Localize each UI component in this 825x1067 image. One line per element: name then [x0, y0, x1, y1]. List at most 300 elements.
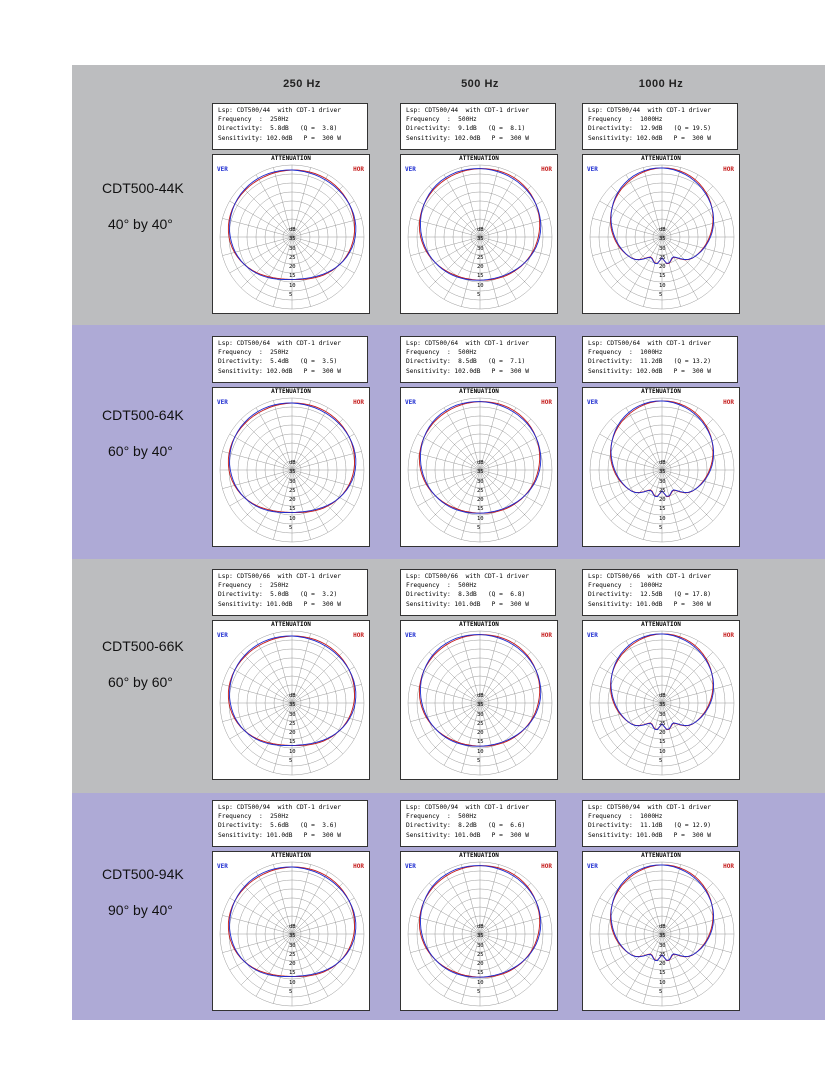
db-scale-tick: 20: [289, 730, 296, 737]
panel-info-box: [582, 336, 738, 383]
grid-spoke: [626, 408, 662, 470]
db-scale-tick: 25: [289, 254, 296, 261]
panel-info-line1: Lsp: CDT500/44 with CDT-1 driver: [406, 107, 529, 114]
db-scale-tick: dB: [659, 693, 666, 699]
grid-spoke: [444, 470, 480, 532]
panel-info-line2: Frequency : 1000Hz: [588, 813, 663, 821]
db-scale-tick: 35: [289, 469, 296, 476]
panel-info-line3: Directivity: 12.5dB (Q = 17.8): [588, 591, 711, 599]
grid-spoke: [600, 237, 662, 273]
db-scale-tick: 25: [477, 720, 484, 727]
panel-info-line4: Sensitivity: 101.0dB P = 300 W: [218, 831, 341, 839]
panel-info-line2: Frequency : 500Hz: [406, 349, 477, 357]
db-scale: [659, 226, 679, 300]
polar-plot: [582, 620, 740, 780]
attenuation-label: ATTENUATION: [459, 621, 499, 628]
panel-info-line4: Sensitivity: 102.0dB P = 300 W: [406, 134, 529, 142]
db-scale-tick: 20: [659, 730, 666, 737]
db-scale-tick: 20: [289, 497, 296, 504]
grid-spoke: [600, 934, 662, 970]
db-scale-tick: 15: [659, 970, 666, 977]
db-scale-tick: 20: [477, 497, 484, 504]
grid-spoke: [256, 934, 292, 996]
grid-spoke: [626, 934, 662, 996]
grid-spoke: [626, 641, 662, 703]
grid-spoke: [592, 915, 662, 934]
model-name: CDT500-44K: [102, 180, 184, 196]
db-scale-tick: 15: [477, 273, 484, 280]
grid-spoke: [600, 667, 662, 703]
panel-info-line2: Frequency : 250Hz: [218, 582, 289, 590]
grid-spoke: [241, 934, 292, 985]
panel-info-box: [212, 800, 368, 847]
attenuation-label: ATTENUATION: [271, 155, 311, 162]
db-scale-tick: 25: [289, 487, 296, 494]
panel-info-box: [212, 103, 368, 150]
panel-info-line3: Directivity: 8.3dB (Q = 6.8): [406, 591, 526, 599]
db-scale-tick: 15: [289, 273, 296, 280]
polar-plot: [400, 154, 558, 314]
grid-spoke: [241, 470, 292, 521]
grid-spoke: [222, 451, 292, 470]
db-scale-tick: 25: [477, 951, 484, 958]
panel-info-line2: Frequency : 250Hz: [218, 813, 289, 821]
grid-spoke: [444, 175, 480, 237]
coverage-angle: 40° by 40°: [108, 216, 173, 232]
grid-spoke: [592, 703, 662, 722]
panel-info-box: [582, 103, 738, 150]
grid-spoke: [241, 237, 292, 288]
db-scale-tick: 35: [289, 236, 296, 243]
panel-info-line4: Sensitivity: 101.0dB P = 300 W: [218, 600, 341, 608]
db-scale-tick: 15: [659, 273, 666, 280]
panel-info-line2: Frequency : 250Hz: [218, 116, 289, 124]
db-scale: [659, 923, 679, 997]
db-scale-tick: 10: [289, 282, 296, 289]
hor-legend: HOR: [723, 632, 734, 639]
polar-panel: [582, 336, 740, 547]
grid-spoke: [410, 703, 480, 722]
db-scale-tick: 10: [477, 748, 484, 755]
db-scale-tick: dB: [289, 227, 296, 233]
hor-legend: HOR: [353, 632, 364, 639]
db-scale-tick: 20: [477, 264, 484, 271]
attenuation-label: ATTENUATION: [459, 388, 499, 395]
polar-panel: [400, 569, 558, 780]
db-scale-tick: 10: [659, 282, 666, 289]
db-scale-tick: 35: [477, 469, 484, 476]
coverage-angle: 60° by 60°: [108, 674, 173, 690]
grid-spoke: [626, 175, 662, 237]
grid-spoke: [600, 470, 662, 506]
db-scale-tick: 15: [659, 739, 666, 746]
attenuation-label: ATTENUATION: [641, 388, 681, 395]
grid-spoke: [600, 703, 662, 739]
grid-spoke: [418, 667, 480, 703]
db-scale-tick: 20: [289, 961, 296, 968]
db-scale-tick: dB: [659, 227, 666, 233]
grid-spoke: [256, 470, 292, 532]
panel-info-line3: Directivity: 8.2dB (Q = 6.6): [406, 822, 526, 830]
db-scale-tick: 15: [477, 739, 484, 746]
model-label: [102, 180, 212, 232]
panel-info-box: [582, 569, 738, 616]
panel-info-line3: Directivity: 12.9dB (Q = 19.5): [588, 125, 711, 133]
grid-spoke: [230, 237, 292, 273]
db-scale-tick: 35: [659, 236, 666, 243]
polar-plot: [400, 620, 558, 780]
polar-plot: [582, 387, 740, 547]
grid-spoke: [256, 175, 292, 237]
db-scale-tick: 25: [659, 951, 666, 958]
grid-spoke: [418, 898, 480, 934]
db-scale-tick: dB: [477, 460, 484, 466]
db-scale-tick: 10: [289, 979, 296, 986]
grid-spoke: [230, 470, 292, 506]
grid-spoke: [600, 898, 662, 934]
db-scale-tick: 35: [477, 702, 484, 709]
panel-info-box: [400, 800, 556, 847]
panel-info-line3: Directivity: 5.8dB (Q = 3.8): [218, 125, 338, 133]
polar-panel: [212, 800, 370, 1011]
db-scale-tick: 35: [659, 702, 666, 709]
db-scale-tick: 30: [289, 478, 296, 485]
db-scale-tick: 15: [477, 506, 484, 513]
db-scale-tick: 10: [477, 979, 484, 986]
grid-spoke: [256, 237, 292, 299]
db-scale-tick: 30: [659, 711, 666, 718]
grid-spoke: [626, 237, 662, 299]
hor-legend: HOR: [541, 632, 552, 639]
hor-legend: HOR: [723, 399, 734, 406]
attenuation-label: ATTENUATION: [459, 852, 499, 859]
panel-info-line2: Frequency : 1000Hz: [588, 349, 663, 357]
model-label: [102, 407, 212, 459]
grid-spoke: [418, 434, 480, 470]
grid-spoke: [626, 470, 662, 532]
panel-info-line2: Frequency : 500Hz: [406, 813, 477, 821]
polar-panel: [400, 800, 558, 1011]
panel-info-line1: Lsp: CDT500/66 with CDT-1 driver: [588, 573, 711, 580]
grid-spoke: [444, 237, 480, 299]
panel-info-line3: Directivity: 5.0dB (Q = 3.2): [218, 591, 338, 599]
panel-info-line4: Sensitivity: 102.0dB P = 300 W: [406, 367, 529, 375]
db-scale-tick: 10: [289, 515, 296, 522]
panel-info-line2: Frequency : 250Hz: [218, 349, 289, 357]
db-scale-tick: 10: [477, 515, 484, 522]
grid-spoke: [418, 201, 480, 237]
panel-info-line4: Sensitivity: 101.0dB P = 300 W: [406, 600, 529, 608]
panel-info-line2: Frequency : 500Hz: [406, 116, 477, 124]
db-scale-tick: dB: [289, 460, 296, 466]
ver-legend: VER: [587, 399, 598, 406]
hor-legend: HOR: [353, 399, 364, 406]
model-name: CDT500-64K: [102, 407, 184, 423]
panel-info-line1: Lsp: CDT500/44 with CDT-1 driver: [218, 107, 341, 114]
panel-info-line3: Directivity: 11.1dB (Q = 12.9): [588, 822, 711, 830]
ver-legend: VER: [217, 632, 228, 639]
db-scale-tick: 25: [659, 254, 666, 261]
polar-panel: [400, 336, 558, 547]
grid-spoke: [429, 883, 480, 934]
ver-legend: VER: [217, 863, 228, 870]
panel-info-line2: Frequency : 1000Hz: [588, 116, 663, 124]
ver-legend: VER: [217, 166, 228, 173]
panel-info-line4: Sensitivity: 102.0dB P = 300 W: [588, 134, 711, 142]
grid-spoke: [626, 703, 662, 765]
db-scale-tick: 20: [659, 497, 666, 504]
db-scale-tick: dB: [477, 693, 484, 699]
grid-spoke: [418, 703, 480, 739]
grid-spoke: [256, 703, 292, 765]
grid-spoke: [241, 883, 292, 934]
panel-info-line4: Sensitivity: 102.0dB P = 300 W: [218, 134, 341, 142]
panel-info-line4: Sensitivity: 101.0dB P = 300 W: [588, 831, 711, 839]
db-scale-tick: 10: [289, 748, 296, 755]
polar-panel: [582, 569, 740, 780]
panel-info-line3: Directivity: 8.5dB (Q = 7.1): [406, 358, 526, 366]
hor-legend: HOR: [541, 166, 552, 173]
db-scale-tick: 35: [659, 933, 666, 940]
db-scale-tick: 30: [289, 711, 296, 718]
model-label: [102, 638, 212, 690]
db-scale-tick: 5: [477, 292, 481, 299]
hor-legend: HOR: [541, 399, 552, 406]
grid-spoke: [626, 872, 662, 934]
panel-info-line4: Sensitivity: 102.0dB P = 300 W: [218, 367, 341, 375]
ver-legend: VER: [217, 399, 228, 406]
grid-spoke: [410, 934, 480, 953]
ver-legend: VER: [587, 632, 598, 639]
polar-panel: [582, 800, 740, 1011]
db-scale-tick: 30: [289, 245, 296, 252]
db-scale-tick: 5: [477, 989, 481, 996]
panel-info-box: [400, 569, 556, 616]
attenuation-label: ATTENUATION: [459, 155, 499, 162]
db-scale: [289, 692, 309, 766]
db-scale-tick: dB: [289, 693, 296, 699]
grid-spoke: [444, 872, 480, 934]
db-scale-tick: 30: [659, 942, 666, 949]
ver-legend: VER: [405, 632, 416, 639]
grid-spoke: [444, 408, 480, 470]
db-scale: [477, 923, 497, 997]
hor-legend: HOR: [353, 166, 364, 173]
grid-spoke: [230, 703, 292, 739]
panel-info-line1: Lsp: CDT500/44 with CDT-1 driver: [588, 107, 711, 114]
db-scale-tick: 25: [477, 254, 484, 261]
db-scale-tick: 25: [477, 487, 484, 494]
db-scale: [659, 459, 679, 533]
grid-spoke: [592, 934, 662, 953]
panel-info-line1: Lsp: CDT500/94 with CDT-1 driver: [218, 804, 341, 811]
db-scale-tick: 10: [659, 748, 666, 755]
grid-spoke: [600, 201, 662, 237]
grid-spoke: [429, 419, 480, 470]
db-scale-tick: 15: [477, 970, 484, 977]
attenuation-label: ATTENUATION: [641, 621, 681, 628]
panel-info-line3: Directivity: 11.2dB (Q = 13.2): [588, 358, 711, 366]
polar-plot: [400, 387, 558, 547]
db-scale-tick: 5: [659, 758, 663, 765]
db-scale-tick: 35: [289, 702, 296, 709]
panel-info-line4: Sensitivity: 101.0dB P = 300 W: [588, 600, 711, 608]
polar-plot: [582, 154, 740, 314]
polar-panel: [212, 569, 370, 780]
freq-header-250: 250 Hz: [283, 78, 321, 90]
db-scale-tick: 25: [659, 720, 666, 727]
db-scale-tick: 30: [659, 478, 666, 485]
panel-info-box: [400, 336, 556, 383]
db-scale-tick: 30: [477, 711, 484, 718]
grid-spoke: [444, 641, 480, 703]
grid-spoke: [418, 934, 480, 970]
db-scale-tick: dB: [477, 924, 484, 930]
db-scale-tick: dB: [659, 460, 666, 466]
polar-panel: [212, 336, 370, 547]
model-name: CDT500-94K: [102, 866, 184, 882]
db-scale-tick: 15: [289, 506, 296, 513]
coverage-angle: 60° by 40°: [108, 443, 173, 459]
hor-legend: HOR: [723, 166, 734, 173]
panel-info-line4: Sensitivity: 102.0dB P = 300 W: [588, 367, 711, 375]
ver-legend: VER: [587, 166, 598, 173]
hor-legend: HOR: [353, 863, 364, 870]
polar-plot: [212, 154, 370, 314]
panel-info-line3: Directivity: 5.6dB (Q = 3.6): [218, 822, 338, 830]
db-scale-tick: 20: [477, 730, 484, 737]
ver-legend: VER: [405, 863, 416, 870]
db-scale-tick: dB: [289, 924, 296, 930]
grid-spoke: [230, 667, 292, 703]
db-scale-tick: 5: [289, 292, 293, 299]
grid-spoke: [241, 186, 292, 237]
attenuation-label: ATTENUATION: [271, 388, 311, 395]
grid-spoke: [256, 641, 292, 703]
panel-info-line1: Lsp: CDT500/94 with CDT-1 driver: [406, 804, 529, 811]
db-scale-tick: 20: [659, 961, 666, 968]
panel-info-line1: Lsp: CDT500/66 with CDT-1 driver: [406, 573, 529, 580]
polar-panel: [212, 103, 370, 314]
db-scale-tick: 30: [477, 478, 484, 485]
panel-info-box: [400, 103, 556, 150]
db-scale: [289, 459, 309, 533]
db-scale-tick: 20: [659, 264, 666, 271]
db-scale: [289, 923, 309, 997]
db-scale-tick: 30: [289, 942, 296, 949]
ver-legend: VER: [587, 863, 598, 870]
grid-spoke: [429, 652, 480, 703]
db-scale-tick: 25: [659, 487, 666, 494]
panel-info-line1: Lsp: CDT500/64 with CDT-1 driver: [406, 340, 529, 347]
panel-info-box: [582, 800, 738, 847]
grid-spoke: [418, 237, 480, 273]
db-scale: [477, 692, 497, 766]
db-scale-tick: dB: [659, 924, 666, 930]
grid-spoke: [418, 470, 480, 506]
freq-header-500: 500 Hz: [461, 78, 499, 90]
panel-info-line2: Frequency : 500Hz: [406, 582, 477, 590]
grid-spoke: [592, 451, 662, 470]
grid-spoke: [222, 915, 292, 934]
panel-info-line3: Directivity: 9.1dB (Q = 8.1): [406, 125, 526, 133]
grid-spoke: [256, 872, 292, 934]
grid-spoke: [444, 934, 480, 996]
db-scale-tick: 35: [659, 469, 666, 476]
grid-spoke: [222, 218, 292, 237]
panel-info-box: [212, 569, 368, 616]
db-scale-tick: 20: [289, 264, 296, 271]
db-scale-tick: dB: [477, 227, 484, 233]
ver-legend: VER: [405, 399, 416, 406]
panel-info-box: [212, 336, 368, 383]
db-scale-tick: 5: [289, 525, 293, 532]
grid-spoke: [410, 470, 480, 489]
db-scale-tick: 10: [659, 979, 666, 986]
grid-spoke: [600, 434, 662, 470]
hor-legend: HOR: [723, 863, 734, 870]
grid-spoke: [241, 703, 292, 754]
grid-spoke: [230, 201, 292, 237]
hor-legend: HOR: [541, 863, 552, 870]
model-name: CDT500-66K: [102, 638, 184, 654]
polar-plot: [400, 851, 558, 1011]
attenuation-label: ATTENUATION: [641, 852, 681, 859]
attenuation-label: ATTENUATION: [271, 852, 311, 859]
db-scale: [659, 692, 679, 766]
db-scale-tick: 5: [289, 989, 293, 996]
db-scale-tick: 30: [477, 245, 484, 252]
db-scale-tick: 5: [659, 525, 663, 532]
grid-spoke: [256, 408, 292, 470]
panel-info-line1: Lsp: CDT500/64 with CDT-1 driver: [588, 340, 711, 347]
db-scale-tick: 35: [477, 933, 484, 940]
panel-info-line1: Lsp: CDT500/94 with CDT-1 driver: [588, 804, 711, 811]
db-scale-tick: 10: [477, 282, 484, 289]
polar-plot: [582, 851, 740, 1011]
db-scale-tick: 5: [477, 758, 481, 765]
db-scale-tick: 35: [289, 933, 296, 940]
ver-legend: VER: [405, 166, 416, 173]
grid-spoke: [230, 934, 292, 970]
panel-info-line1: Lsp: CDT500/66 with CDT-1 driver: [218, 573, 341, 580]
panel-info-line2: Frequency : 1000Hz: [588, 582, 663, 590]
db-scale-tick: 30: [477, 942, 484, 949]
db-scale-tick: 15: [289, 970, 296, 977]
panel-info-line1: Lsp: CDT500/64 with CDT-1 driver: [218, 340, 341, 347]
grid-spoke: [429, 186, 480, 237]
panel-info-line3: Directivity: 5.4dB (Q = 3.5): [218, 358, 338, 366]
grid-spoke: [241, 419, 292, 470]
db-scale-tick: 35: [477, 236, 484, 243]
freq-header-1000: 1000 Hz: [638, 78, 684, 90]
polar-plot: [212, 387, 370, 547]
attenuation-label: ATTENUATION: [271, 621, 311, 628]
db-scale-tick: 5: [477, 525, 481, 532]
polar-plot: [212, 851, 370, 1011]
coverage-angle: 90° by 40°: [108, 902, 173, 918]
attenuation-label: ATTENUATION: [641, 155, 681, 162]
grid-spoke: [230, 898, 292, 934]
polar-panel: [400, 103, 558, 314]
model-label: [102, 866, 212, 918]
grid-spoke: [222, 684, 292, 703]
db-scale-tick: 5: [659, 292, 663, 299]
db-scale: [289, 226, 309, 300]
db-scale: [477, 226, 497, 300]
db-scale-tick: 10: [659, 515, 666, 522]
db-scale-tick: 15: [659, 506, 666, 513]
